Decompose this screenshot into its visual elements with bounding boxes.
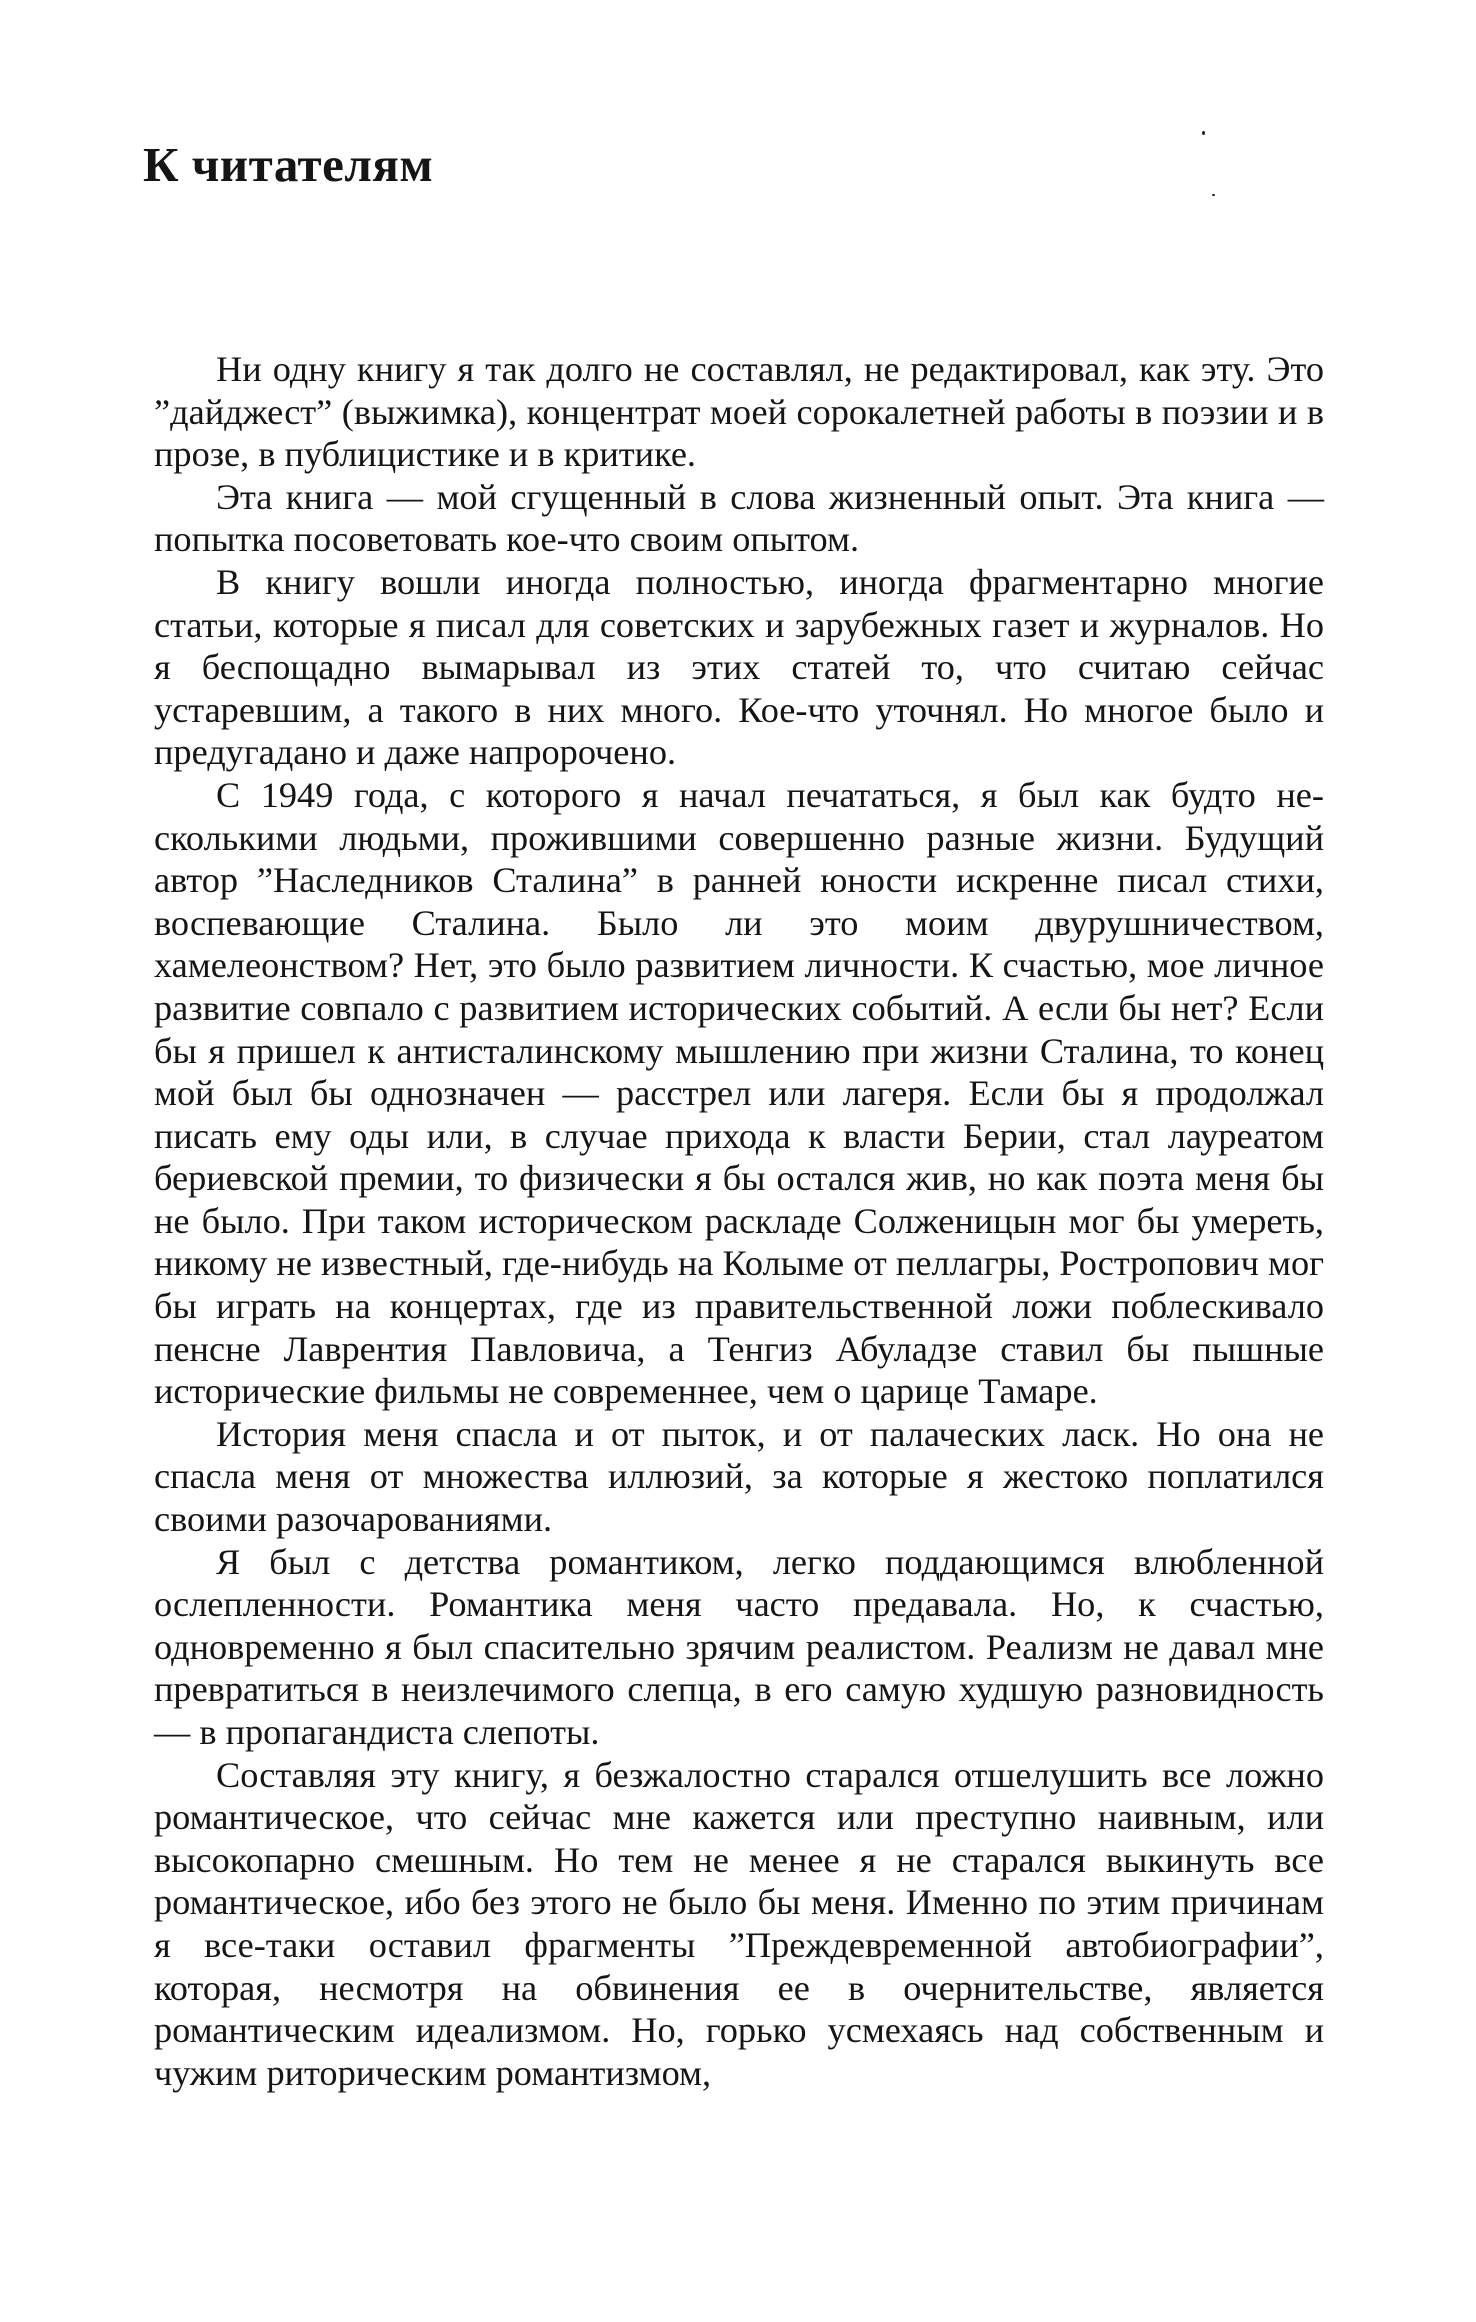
scan-speck	[1212, 194, 1215, 196]
paragraph: В книгу вошли иногда полностью, иногда фрагментарно многие статьи, которые я писал для советских и зарубежных газет и журналов. Но я беспощадно вымарывал из этих статей то, что считаю сейчас устаревшим, а такого в них много. Кое-что уточнял. Но многое было и предугадано и даже напророчено.	[154, 561, 1324, 773]
scan-speck	[1202, 131, 1205, 135]
paragraph: История меня спасла и от пыток, и от палаческих ласк. Но она не спасла меня от множества иллюзий, за которые я жестоко поплатился своими разочарованиями.	[154, 1413, 1324, 1540]
paragraph: Составляя эту книгу, я безжалостно старался отшелушить все ложно романтическое, что сейчас мне кажется или преступно наивным, или высокопарно смешным. Но тем не менее я не старался выкинуть все романтическое, ибо без этого не было бы меня. Именно по этим причинам я все-таки оставил фрагменты ”Преждевременной автобиографии”, которая, несмотря на обвинения ее в очернительстве, является романтическим идеализмом. Но, горько усмехаясь над собственным и чужим риторическим романтизмом,	[154, 1754, 1324, 2093]
paragraph: Я был с детства романтиком, легко поддающимся влюбленной ослепленности. Романтика меня часто предавала. Но, к счастью, одновременно я был спасительно зрячим реалистом. Реализм не давал мне превратиться в неизлечимого слепца, в его самую худшую разновидность — в пропагандиста слепоты.	[154, 1541, 1324, 1752]
body-text	[154, 348, 1324, 2094]
paragraph: Ни одну книгу я так долго не составлял, не редактировал, как эту. Это ”дайджест” (выжимка), концентрат моей сорокалетней работы в поэзии и в прозе, в публицистике и в критике.	[154, 349, 1324, 475]
page-title: К читателям	[143, 137, 434, 192]
paragraph: С 1949 года, с которого я начал печататься, я был как будто несколькими людьми, прожившими совершенно разные жизни. Будущий автор ”Наследников Сталина” в ранней юности искренне писал стихи, воспевающие Сталина. Было ли это моим двурушничеством, хамелеонством? Нет, это было развитием личности. К счастью, мое личное развитие совпало с развитием исторических событий. А если бы нет? Если бы я пришел к антисталинскому мышлению при жизни Сталина, то конец мой был бы однозначен — расстрел или лагеря. Если бы я продолжал писать ему оды или, в случае прихода к власти Берии, стал лауреатом бериевской премии, то физически я бы остался жив, но как поэта меня бы не было. При таком историческом раскладе Солженицын мог бы умереть, никому не известный, где-нибудь на Колыме от пеллагры, Ростропович мог бы играть на концертах, где из правительственной ложи поблескивало пенсне Лаврентия Павловича, а Тенгиз Абуладзе ставил бы пышные исторические фильмы не современнее, чем о царице Тамаре.	[154, 774, 1324, 1412]
paragraph: Эта книга — мой сгущенный в слова жизненный опыт. Эта книга — попытка посоветовать кое-что своим опытом.	[154, 476, 1324, 560]
